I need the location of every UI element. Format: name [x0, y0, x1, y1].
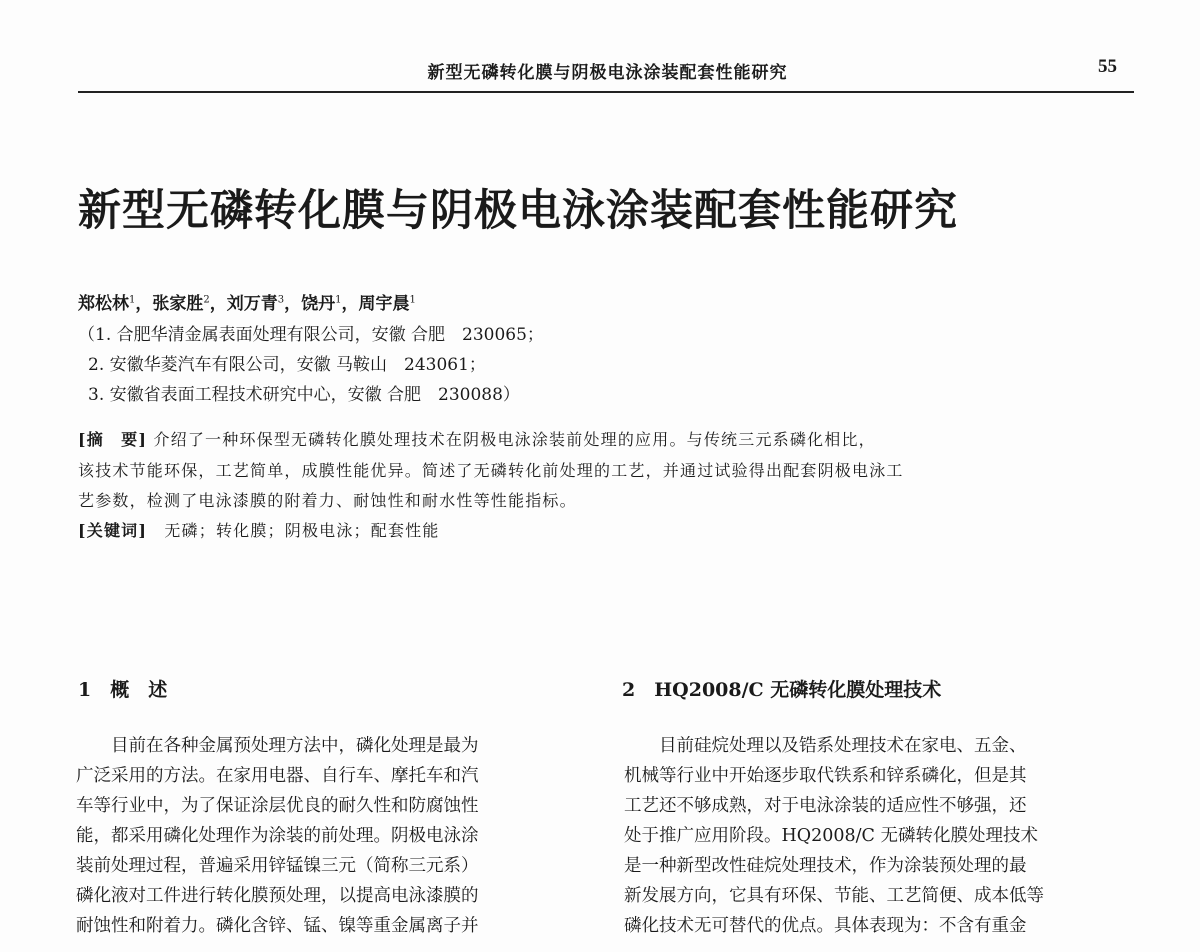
author-affiliation-mark: 3 [277, 294, 285, 306]
section-heading: 2 HQ2008/C 无磷转化膜处理技术 [622, 679, 942, 701]
author-list: 郑松林$^1$，张家胜$^2$，刘万青$^3$，饶丹$^1$，周宇晨$^1$ [78, 294, 416, 314]
author-affiliation-mark: 1 [409, 294, 416, 306]
body-line: 能，都采用磷化处理作为涂装的前处理。阴极电泳涂 [76, 826, 479, 846]
body-line: 机械等行业中开始逐步取代铁系和锌系磷化，但是其 [624, 766, 1027, 786]
page-number: 55 [1098, 56, 1117, 77]
author-affiliation-mark: 2 [203, 294, 210, 306]
section-1-body [76, 731, 581, 941]
body-line: 是一种新型改性硅烷处理技术，作为涂装预处理的最 [624, 856, 1027, 876]
abstract-line: 艺参数，检测了电泳漆膜的附着力、耐蚀性和耐水性等性能指标。 [78, 491, 577, 510]
body-line: 磷化技术无可替代的优点。具体表现为：不含有重金 [624, 916, 1027, 936]
keywords-label: [关键词] [78, 521, 148, 540]
affiliation: （1. 合肥华清金属表面处理有限公司，安徽 合肥 230065； [78, 325, 544, 345]
section-2-body [624, 731, 1129, 941]
abstract-text: 介绍了一种环保型无磷转化膜处理技术在阴极电泳涂装前处理的应用。与传统三元系磷化相比， [153, 430, 876, 449]
body-line: 耐蚀性和附着力。磷化含锌、锰、镍等重金属离子并 [76, 916, 479, 936]
abstract-line: 该技术节能环保，工艺简单，成膜性能优异。简述了无磷转化前处理的工艺，并通过试验得出配套阴极电泳工 [78, 461, 904, 480]
author: 周宇晨 [358, 294, 410, 314]
body-line: 目前在各种金属预处理方法中，磷化处理是最为 [76, 736, 479, 756]
body-line: 新发展方向，它具有环保、节能、工艺简便、成本低等 [624, 886, 1044, 906]
author-affiliation-mark: 1 [129, 294, 136, 306]
body-line: 处于推广应用阶段。HQ2008/C 无磷转化膜处理技术 [624, 826, 1038, 846]
author: 饶丹 [301, 294, 336, 314]
author: 郑松林 [78, 294, 129, 314]
body-line: 广泛采用的方法。在家用电器、自行车、摩托车和汽 [76, 766, 479, 786]
affiliation: 2. 安徽华菱汽车有限公司，安徽 马鞍山 243061； [88, 355, 486, 375]
affiliation: 3. 安徽省表面工程技术研究中心，安徽 合肥 230088） [88, 385, 520, 405]
body-line: 装前处理过程，普遍采用锌锰镍三元（简称三元系） [76, 856, 479, 876]
header-rule [78, 91, 1134, 93]
body-line: 磷化液对工件进行转化膜预处理，以提高电泳漆膜的 [76, 886, 479, 906]
running-header-title: 新型无磷转化膜与阴极电泳涂装配套性能研究 [427, 63, 788, 83]
abstract-label: [摘 要] [78, 430, 148, 449]
keywords-text: 无磷；转化膜；阴极电泳；配套性能 [164, 521, 440, 540]
abstract-line [78, 427, 876, 450]
section-heading: 1 概 述 [78, 679, 168, 701]
keywords-line [78, 518, 440, 541]
author: 张家胜 [152, 294, 204, 314]
author: 刘万青 [226, 294, 278, 314]
body-line: 工艺还不够成熟，对于电泳涂装的适应性不够强，还 [624, 796, 1027, 816]
body-line: 车等行业中，为了保证涂层优良的耐久性和防腐蚀性 [76, 796, 479, 816]
body-line: 目前硅烷处理以及锆系处理技术在家电、五金、 [624, 736, 1027, 756]
paper-title: 新型无磷转化膜与阴极电泳涂装配套性能研究 [78, 186, 958, 236]
author-affiliation-mark: 1 [335, 294, 342, 306]
